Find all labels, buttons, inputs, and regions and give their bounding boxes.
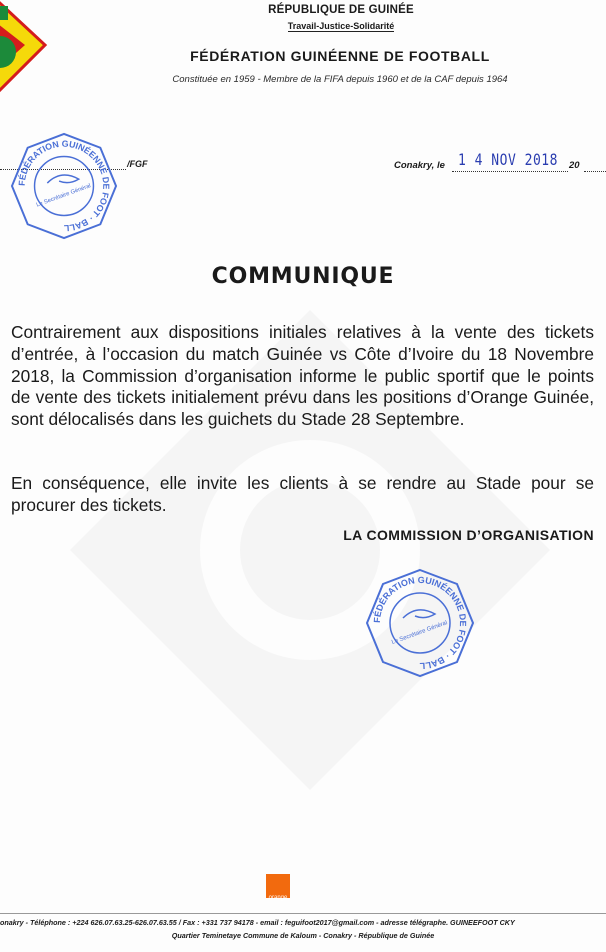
date-stamp: 1 4 NOV 2018	[458, 152, 558, 170]
body-paragraph-1: Contrairement aux dispositions initiales relatives à la vente des tickets d’entrée, à l’occasion du match Guinée vs Côte d’Ivoire du 18 Novembre 2018, la Commission d’organisation informe le public sportif que le points de vente des tickets initialement prévu dans les positions d’Orange Guinée, sont délocalisés dans les guichets du Stade 28 Septembre.	[11, 322, 594, 430]
footer-contact-line: onakry - Téléphone : +224 626.07.63.25-626.07.63.55 / Fax : +331 737 94178 - email : feguifoot2017@gmail.com - adresse télégraphe. GUINEEFOOT CKY	[0, 918, 515, 927]
svg-text:FÉDÉRATION GUINÉENNE DE FOOT ·	[372, 575, 468, 671]
federation-name: FÉDÉRATION GUINÉENNE DE FOOTBALL	[190, 48, 490, 64]
federation-logo-icon	[0, 0, 50, 120]
footer-address-line: Quartier Teminetaye Commune de Kaloum - Conakry - République de Guinée	[171, 931, 435, 940]
date-suffix: 20	[569, 160, 580, 171]
national-motto	[200, 21, 482, 31]
body-paragraph-2: En conséquence, elle invite les clients à se rendre au Stade pour se procurer des tickets.	[11, 473, 594, 515]
official-stamp-icon	[10, 132, 118, 240]
reference-suffix: /FGF	[127, 159, 148, 169]
republic-name: RÉPUBLIQUE DE GUINÉE	[268, 4, 414, 16]
constitution-line: Constituée en 1959 - Membre de la FIFA depuis 1960 et de la CAF depuis 1964	[172, 74, 508, 85]
sponsor-name: orange	[268, 895, 288, 901]
svg-text:FÉDÉRATION GUINÉENNE DE FOOT ·	[17, 139, 112, 234]
orange-sponsor-logo	[266, 874, 290, 908]
stamp-ring-text: FÉDÉRATION GUINÉENNE DE FOOT · BALL	[371, 574, 469, 672]
year-line	[584, 163, 606, 172]
footer-divider	[0, 913, 606, 914]
stamp-center-text: Le Secrétaire Général	[391, 620, 449, 646]
official-stamp-icon	[365, 568, 475, 678]
communique-title: COMMUNIQUE	[211, 264, 395, 289]
stamp-center-text: Le Secrétaire Général	[35, 183, 92, 209]
motto-text: Travail-Justice-Solidarité	[287, 21, 395, 31]
signature-line: LA COMMISSION D’ORGANISATION	[343, 527, 594, 543]
stamp-ring-text: FÉDÉRATION GUINÉENNE DE FOOT · BALL	[16, 138, 112, 234]
date-prefix: Conakry, le	[394, 160, 445, 171]
